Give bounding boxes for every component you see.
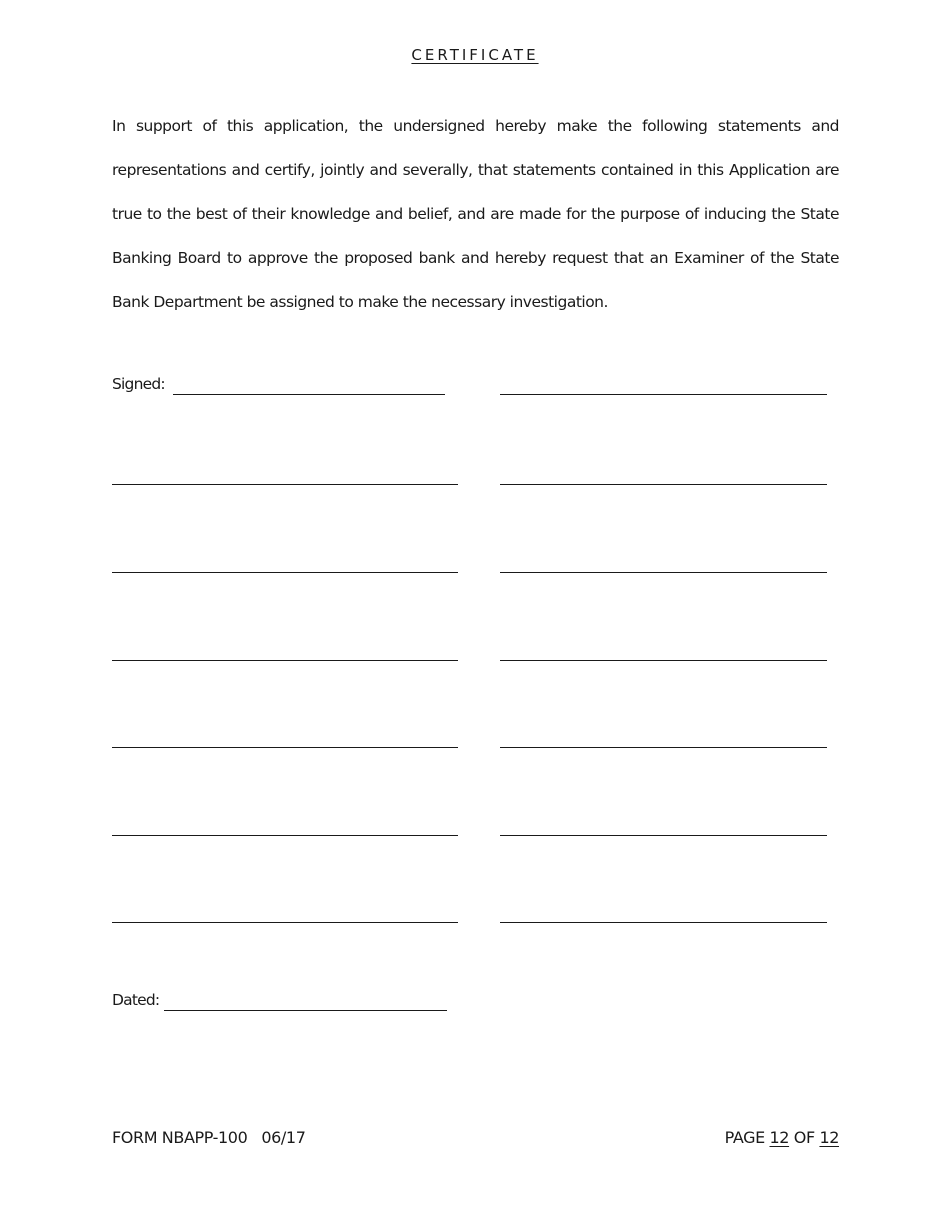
page-word: PAGE	[724, 1128, 765, 1147]
signature-line-7-right[interactable]	[500, 922, 827, 923]
form-identifier	[112, 1128, 305, 1147]
signature-line-6-right[interactable]	[500, 835, 827, 836]
page-total: 12	[819, 1128, 839, 1147]
signature-line-3-left[interactable]	[112, 572, 458, 573]
dated-label: Dated:	[112, 991, 160, 1009]
of-word: OF	[793, 1128, 815, 1147]
date-line[interactable]	[164, 1010, 447, 1011]
page-number	[725, 1128, 839, 1147]
signature-line-6-left[interactable]	[112, 835, 458, 836]
signature-line-4-left[interactable]	[112, 660, 458, 661]
signature-line-7-left[interactable]	[112, 922, 458, 923]
form-id: FORM NBAPP-100	[112, 1128, 248, 1147]
signature-line-2-left[interactable]	[112, 484, 458, 485]
signature-line-3-right[interactable]	[500, 572, 827, 573]
signature-line-5-left[interactable]	[112, 747, 458, 748]
certificate-title: CERTIFICATE	[411, 46, 539, 64]
page-current: 12	[769, 1128, 790, 1147]
form-revision: 06/17	[261, 1128, 306, 1147]
signature-line-1-left[interactable]	[173, 394, 445, 395]
signature-line-1-right[interactable]	[500, 394, 827, 395]
signed-label: Signed:	[112, 375, 165, 393]
signature-line-2-right[interactable]	[500, 484, 827, 485]
certification-statement: In support of this application, the undersigned hereby make the following statements and representations and certify, jointly and severally, that statements contained in this Application are true to the best of their knowledge and belief, and are made for the purpose of inducing the State Banking Board to approve the proposed bank and hereby request that an Examiner of the State Bank Department be assigned to make the necessary investigation.	[112, 117, 839, 311]
signature-line-5-right[interactable]	[500, 747, 827, 748]
signature-line-4-right[interactable]	[500, 660, 827, 661]
